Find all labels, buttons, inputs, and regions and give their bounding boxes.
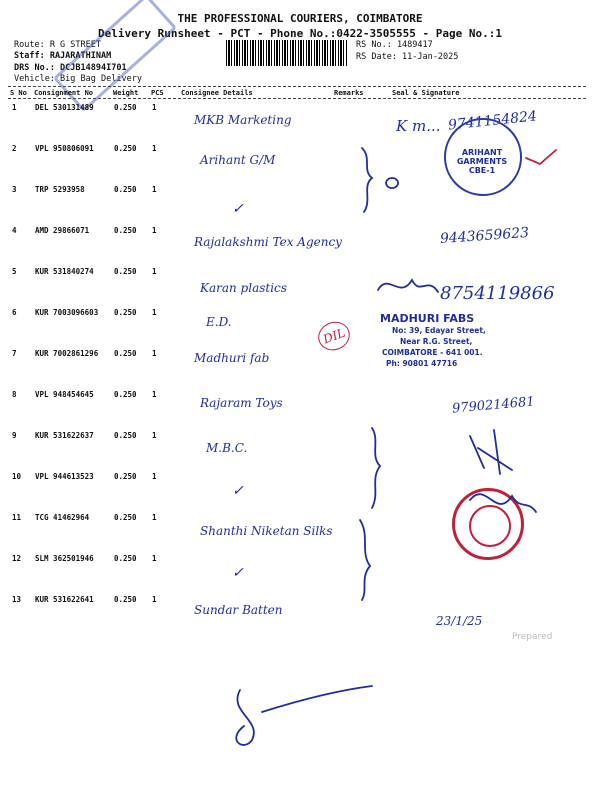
handwritten-consignee: ✓ xyxy=(232,565,244,581)
col-consignee: Consignee Details xyxy=(181,89,253,97)
bottom-signature xyxy=(236,686,372,745)
vehicle-text: Vehicle: Big Bag Delivery xyxy=(14,74,142,84)
row-weight: 0.250 xyxy=(114,267,137,276)
handwritten-consignee: Rajaram Toys xyxy=(200,396,283,410)
row-weight: 0.250 xyxy=(114,595,137,604)
row-sno: 5 xyxy=(12,267,17,276)
col-weight: Weight xyxy=(113,89,139,97)
dil-mark: DIL xyxy=(314,317,354,354)
row-sno: 4 xyxy=(12,226,17,235)
row-consignment-no: TCG 41462964 xyxy=(35,513,90,522)
handwritten-consignee: Arihant G/M xyxy=(200,153,276,167)
row-pcs: 1 xyxy=(152,431,157,440)
row-weight: 0.250 xyxy=(114,431,137,440)
row-pcs: 1 xyxy=(152,103,157,112)
col-pcs: PCS xyxy=(151,89,164,97)
row-sno: 1 xyxy=(12,103,17,112)
red-tick xyxy=(526,150,556,164)
row-weight: 0.250 xyxy=(114,513,137,522)
row-pcs: 1 xyxy=(152,144,157,153)
row-consignment-no: DEL 530131489 xyxy=(35,103,94,112)
row-consignment-no: KUR 7003096603 xyxy=(35,308,99,317)
staff-text: Staff: RAJARATHINAM xyxy=(14,51,112,61)
row-consignment-no: VPL 950806091 xyxy=(35,144,94,153)
handwritten-consignee: Karan plastics xyxy=(200,281,287,295)
row-pcs: 1 xyxy=(152,390,157,399)
signature-row11 xyxy=(470,494,536,512)
row-sno: 7 xyxy=(12,349,17,358)
madhuri-stamp-name: MADHURI FABS xyxy=(380,312,475,325)
row-pcs: 1 xyxy=(152,595,157,604)
brace-rows-2-3 xyxy=(362,148,372,212)
row-pcs: 1 xyxy=(152,185,157,194)
row-sno: 13 xyxy=(12,595,22,604)
document-subtitle: Delivery Runsheet - PCT - Phone No.:0422-3505555 - Page No.:1 xyxy=(98,27,502,40)
circle-2 xyxy=(386,178,398,188)
row-sno: 2 xyxy=(12,144,17,153)
row-weight: 0.250 xyxy=(114,390,137,399)
handwritten-consignee: E.D. xyxy=(206,315,232,329)
signature-row9 xyxy=(470,430,512,474)
row-consignment-no: VPL 948454645 xyxy=(35,390,94,399)
rs-number: RS No.: 1489417 xyxy=(356,40,433,50)
row-pcs: 1 xyxy=(152,554,157,563)
handwritten-consignee: Rajalakshmi Tex Agency xyxy=(194,235,342,249)
document-title: THE PROFESSIONAL COURIERS, COIMBATORE xyxy=(177,12,423,25)
row-consignment-no: KUR 531840274 xyxy=(35,267,94,276)
handwritten-consignee: ✓ xyxy=(232,483,244,499)
handwritten-consignee: Sundar Batten xyxy=(194,603,283,617)
route-text: Route: R G STREET xyxy=(14,40,101,50)
date-note: 23/1/25 xyxy=(436,614,483,628)
phone-row8: 9790214681 xyxy=(451,394,536,417)
madhuri-stamp-line1: No: 39, Edayar Street, xyxy=(392,326,486,335)
row-sno: 10 xyxy=(12,472,22,481)
row-sno: 8 xyxy=(12,390,17,399)
phone-row1: 9741154824 xyxy=(447,108,538,134)
row-weight: 0.250 xyxy=(114,226,137,235)
handwritten-consignee: M.B.C. xyxy=(206,441,248,455)
drs-text: DRS No.: DCJB14894I701 xyxy=(14,63,127,73)
madhuri-stamp-line2: Near R.G. Street, xyxy=(400,337,473,346)
signature-row1: K m... xyxy=(396,117,441,135)
col-sno: S No xyxy=(10,89,27,97)
row-consignment-no: TRP 5293958 xyxy=(35,185,85,194)
madhuri-stamp-phone: Ph: 90801 47716 xyxy=(386,359,458,368)
brace-rows-9-10 xyxy=(372,428,380,508)
row-sno: 3 xyxy=(12,185,17,194)
row-sno: 11 xyxy=(12,513,22,522)
row-pcs: 1 xyxy=(152,308,157,317)
row-weight: 0.250 xyxy=(114,349,137,358)
handwritten-consignee: Shanthi Niketan Silks xyxy=(200,524,333,538)
rs-date: RS Date: 11-Jan-2025 xyxy=(356,52,459,62)
row-pcs: 1 xyxy=(152,267,157,276)
phone-row5: 8754119866 xyxy=(440,283,555,304)
madhuri-stamp-line3: COIMBATORE - 641 001. xyxy=(382,348,483,357)
phone-row4: 9443659623 xyxy=(439,224,530,248)
col-consignment: Consignment No xyxy=(34,89,94,97)
col-seal: Seal & Signature xyxy=(392,89,460,97)
scribble-row5 xyxy=(378,280,438,292)
row-weight: 0.250 xyxy=(114,554,137,563)
row-consignment-no: KUR 531622641 xyxy=(35,595,94,604)
brace-rows-11-12 xyxy=(360,520,370,600)
row-sno: 6 xyxy=(12,308,17,317)
row-weight: 0.250 xyxy=(114,185,137,194)
row-weight: 0.250 xyxy=(114,144,137,153)
row-consignment-no: KUR 7002861296 xyxy=(35,349,99,358)
row-consignment-no: VPL 944613523 xyxy=(35,472,94,481)
arihant-stamp-text: ARIHANT GARMENTS CBE-1 xyxy=(456,148,508,175)
row-sno: 12 xyxy=(12,554,22,563)
handwritten-consignee: MKB Marketing xyxy=(194,113,292,127)
row-sno: 9 xyxy=(12,431,17,440)
row-weight: 0.250 xyxy=(114,472,137,481)
row-consignment-no: KUR 531622637 xyxy=(35,431,94,440)
row-pcs: 1 xyxy=(152,472,157,481)
handwritten-consignee: Madhuri fab xyxy=(194,351,270,365)
row-consignment-no: SLM 362501946 xyxy=(35,554,94,563)
row-weight: 0.250 xyxy=(114,103,137,112)
handwritten-consignee: ✓ xyxy=(232,201,244,217)
row-pcs: 1 xyxy=(152,349,157,358)
row-pcs: 1 xyxy=(152,513,157,522)
printed-by: Prepared xyxy=(512,632,553,642)
col-remarks: Remarks xyxy=(334,89,364,97)
row-weight: 0.250 xyxy=(114,308,137,317)
row-pcs: 1 xyxy=(152,226,157,235)
row-consignment-no: AMD 29866071 xyxy=(35,226,90,235)
